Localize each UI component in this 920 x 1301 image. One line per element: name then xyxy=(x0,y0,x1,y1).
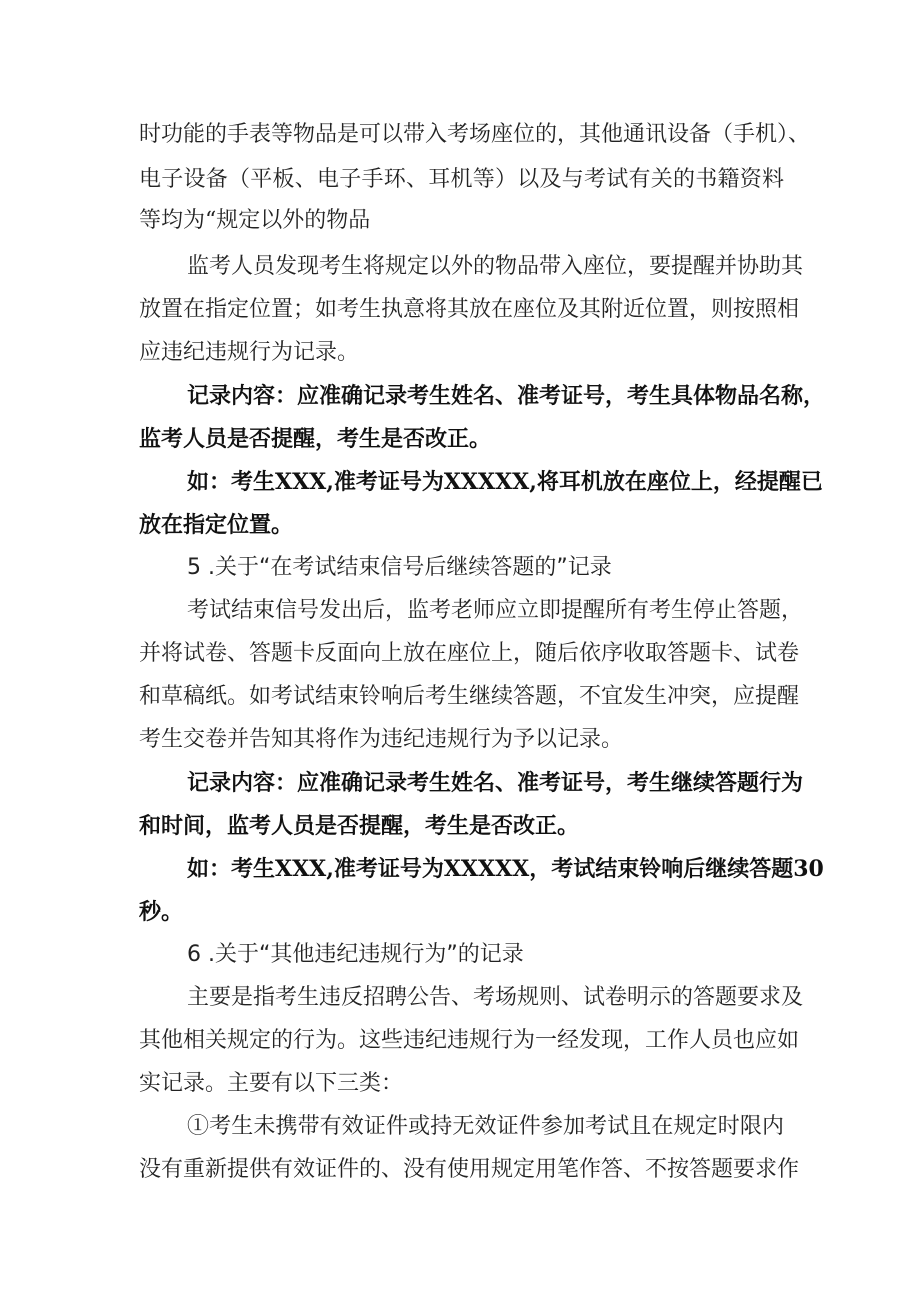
paragraph-line: 实记录。主要有以下三类： xyxy=(139,1071,404,1096)
paragraph-line: 时功能的手表等物品是可以带入考场座位的，其他通讯设备（手机）、 xyxy=(139,122,811,147)
paragraph-line: ①考生未携带有效证件或持无效证件参加考试且在规定时限内 xyxy=(187,1114,784,1139)
record-content-line: 记录内容：应准确记录考生姓名、准考证号，考生继续答题行为 xyxy=(187,770,804,796)
example-line: 放在指定位置。 xyxy=(139,512,294,538)
paragraph-line: 和草稿纸。如考试结束铃响后考生继续答题，不宜发生冲突，应提醒 xyxy=(139,684,800,709)
record-content-line: 记录内容：应准确记录考生姓名、准考证号，考生具体物品名称， xyxy=(187,383,826,409)
paragraph-line: 电子设备（平板、电子手环、耳机等）以及与考试有关的书籍资料 xyxy=(139,167,784,192)
paragraph-line: 等均为“规定以外的物品 xyxy=(139,208,371,233)
paragraph-line: 没有重新提供有效证件的、没有使用规定用笔作答、不按答题要求作 xyxy=(139,1157,800,1182)
example-line: 如：考生XXX,准考证号为XXXXX,将耳机放在座位上，经提醒已 xyxy=(187,469,823,495)
paragraph-line: 考试结束信号发出后，监考老师应立即提醒所有考生停止答题， xyxy=(187,598,804,623)
example-line: 如：考生XXX,准考证号为XXXXX，考试结束铃响后继续答题30 xyxy=(187,856,824,882)
paragraph-line: 考生交卷并告知其将作为违纪违规行为予以记录。 xyxy=(139,727,624,752)
paragraph-line: 其他相关规定的行为。这些违纪违规行为一经发现，工作人员也应如 xyxy=(139,1028,800,1053)
paragraph-line: 应违纪违规行为记录。 xyxy=(139,340,360,365)
paragraph-line: 放置在指定位置；如考生执意将其放在座位及其附近位置，则按照相 xyxy=(139,297,800,322)
section-heading: 5 .关于“在考试结束信号后继续答题的”记录 xyxy=(187,555,612,580)
section-heading: 6 .关于“其他违纪违规行为”的记录 xyxy=(187,942,524,967)
record-content-line: 和时间，监考人员是否提醒，考生是否改正。 xyxy=(139,813,580,839)
example-line: 秒。 xyxy=(139,899,184,925)
paragraph-line: 主要是指考生违反招聘公告、考场规则、试卷明示的答题要求及 xyxy=(187,985,804,1010)
paragraph-line: 监考人员发现考生将规定以外的物品带入座位，要提醒并协助其 xyxy=(187,254,804,279)
record-content-line: 监考人员是否提醒，考生是否改正。 xyxy=(139,426,492,452)
paragraph-line: 并将试卷、答题卡反面向上放在座位上，随后依序收取答题卡、试卷 xyxy=(139,641,800,666)
